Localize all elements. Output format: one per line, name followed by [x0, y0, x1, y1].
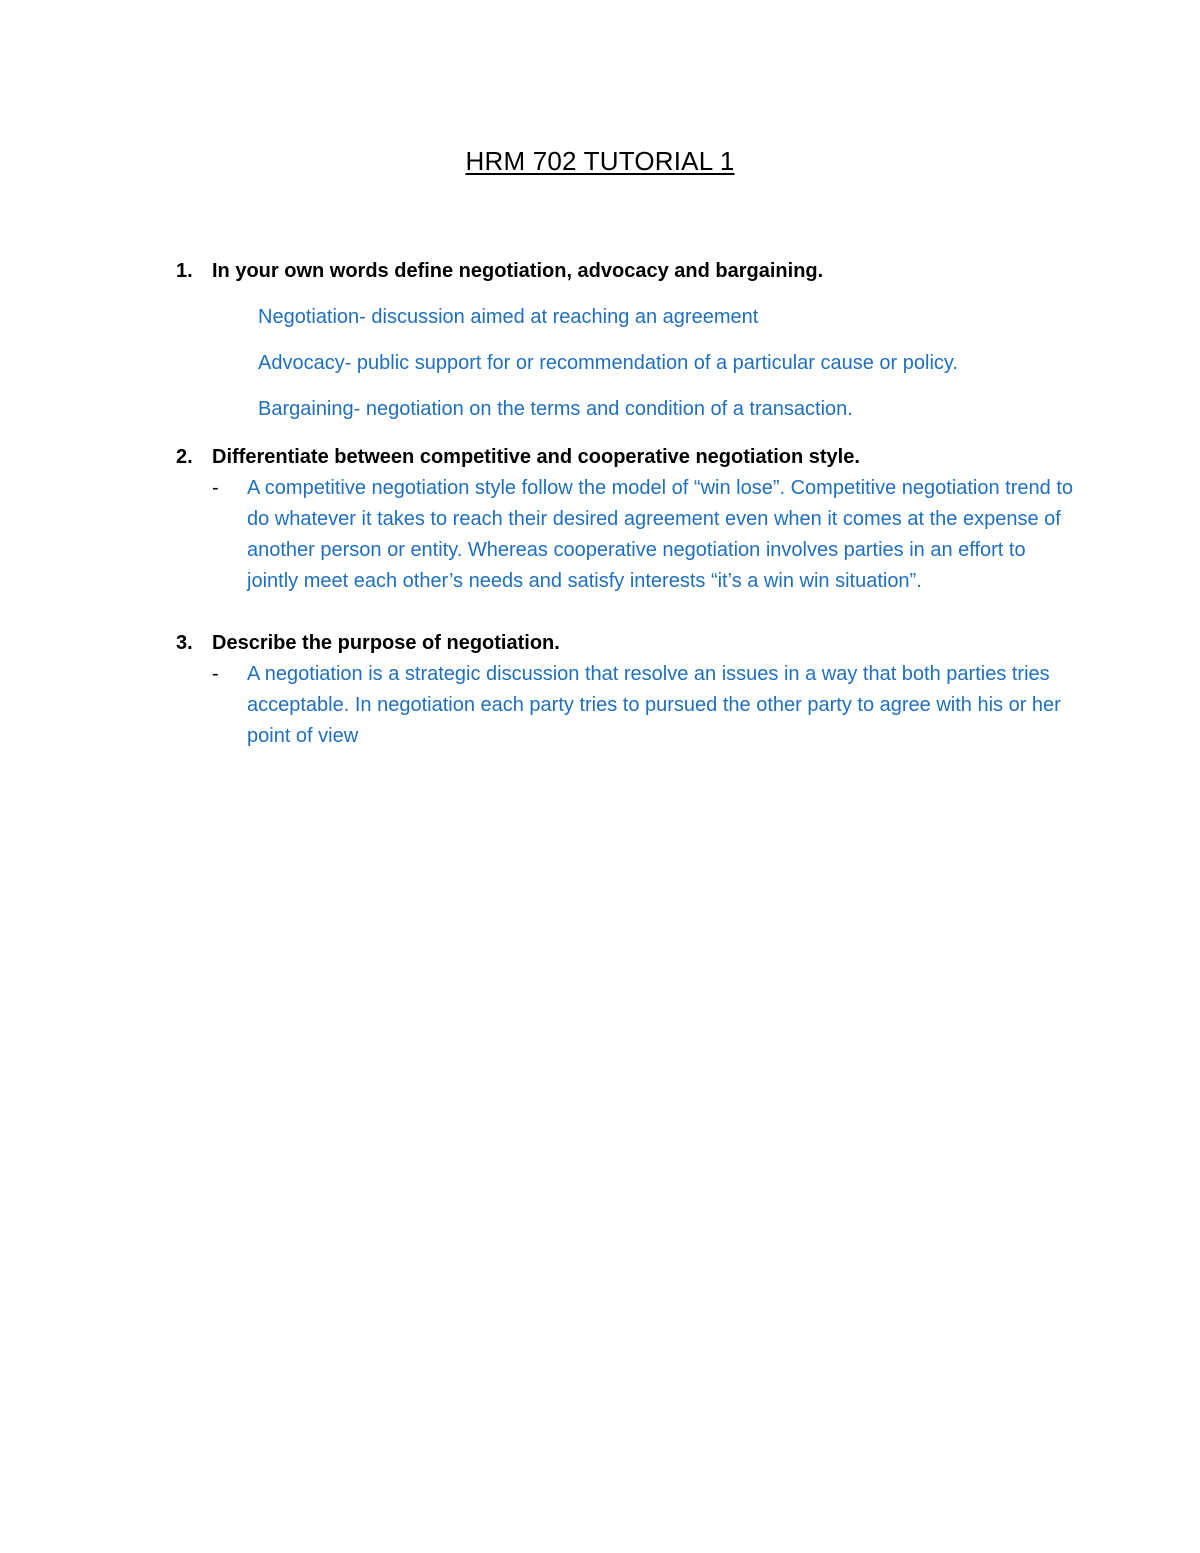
definition-bargaining: Bargaining- negotiation on the terms and condition of a transaction. — [258, 398, 853, 420]
question-2-number: 2. — [176, 446, 193, 468]
question-1-text: In your own words define negotiation, advocacy and bargaining. — [212, 260, 824, 282]
definition-advocacy: Advocacy- public support for or recommendation of a particular cause or policy. — [258, 352, 958, 374]
question-3-number: 3. — [176, 632, 193, 654]
answer-3-text: A negotiation is a strategic discussion that resolve an issues in a way that both parties tries acceptable. In negotiation each party tries to pursued the other party to agree with his or her point of view — [247, 663, 1061, 747]
question-1 — [176, 256, 823, 287]
answer-2 — [212, 473, 1082, 597]
answer-2-text: A competitive negotiation style follow the model of “win lose”. Competitive negotiation trend to do whatever it takes to reach their desired agreement even when it comes at the expense of another person or entity. Whereas cooperative negotiation involves parties in an effort to jointly meet each other’s needs and satisfy interests “it’s a win win situation”. — [247, 477, 1073, 592]
answer-3 — [212, 659, 1082, 752]
question-2 — [176, 442, 860, 473]
definition-negotiation: Negotiation- discussion aimed at reaching an agreement — [258, 306, 759, 328]
page-title: HRM 702 TUTORIAL 1 — [465, 146, 735, 176]
question-3 — [176, 628, 560, 659]
question-3-text: Describe the purpose of negotiation. — [212, 632, 560, 654]
answer-3-bullet: - — [212, 663, 219, 685]
question-2-text: Differentiate between competitive and cooperative negotiation style. — [212, 446, 860, 468]
answer-2-bullet: - — [212, 477, 219, 499]
question-1-number: 1. — [176, 260, 193, 282]
